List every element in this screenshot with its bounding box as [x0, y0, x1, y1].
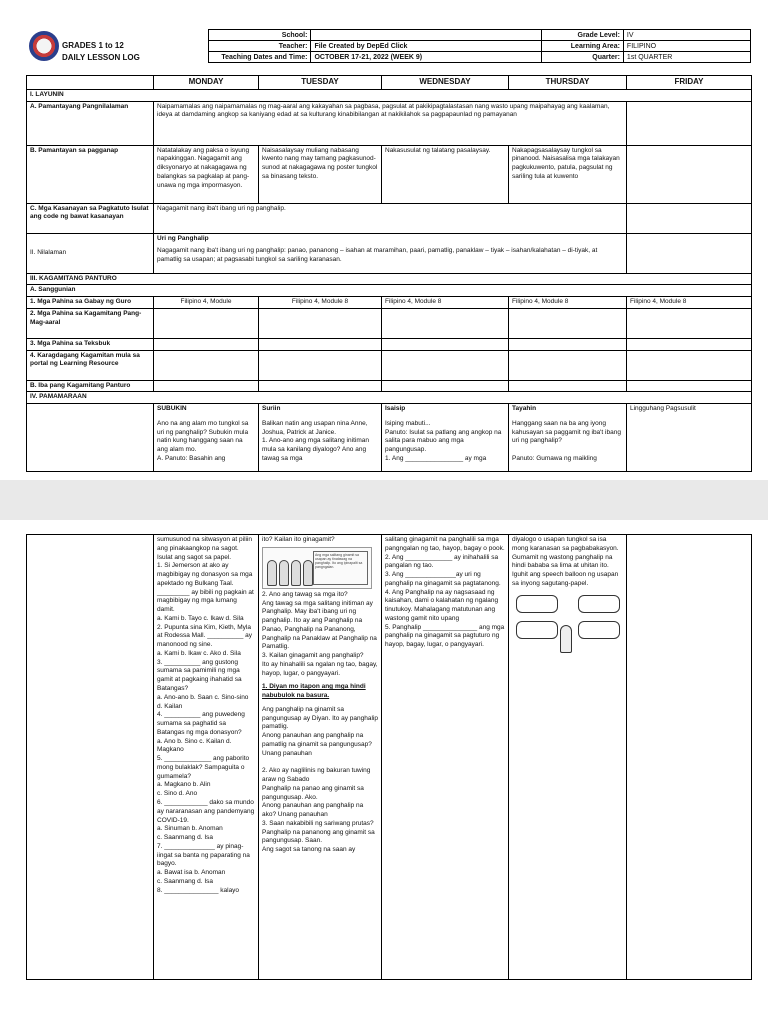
brand-subtitle: DAILY LESSON LOG [62, 53, 140, 62]
gabay-wednesday: Filipino 4, Module 8 [382, 297, 509, 309]
teacher-label: Teacher: [209, 41, 311, 52]
pagganap-tuesday: Naisasalaysay muliang nabasang kwento nang may tamang pagkasunod-sunod at nakagagawa ng poster tungkol sa binasang teksto. [259, 145, 382, 203]
p2-tuesday-example: 1. Diyan mo itapon ang mga hindi nabubulok na basura. [262, 683, 366, 700]
pangnilalaman-text: Naipamamalas ang naipamamalas ng mag-aaral ang kakayahan sa pagbasa, pagsulat at pakikipagtalastasan nang wasto upang maipahayag ang kaalaman, ideya at damdaming angkop sa kaniyang edad at sa kulturang kinabibilangan at nakikilahok sa pagpapaunlad ng pamayanan [154, 101, 627, 145]
empty-cell [627, 380, 752, 392]
section-layunin: I. LAYUNIN [27, 89, 752, 101]
day-monday: MONDAY [154, 76, 259, 90]
empty-cell [509, 338, 627, 350]
p2-thursday [509, 535, 627, 980]
dates-value: OCTOBER 17-21, 2022 (WEEK 9) [311, 52, 542, 63]
lesson-log-page-1 [0, 0, 768, 480]
pagganap-wednesday: Nakasusulat ng talatang pasalaysay. [382, 145, 509, 203]
area-label: Learning Area: [541, 41, 623, 52]
empty-cell [259, 338, 382, 350]
empty-cell [509, 350, 627, 380]
empty-cell [382, 350, 509, 380]
speech-balloon [578, 621, 620, 639]
children-illustration [262, 547, 372, 589]
day-tuesday: TUESDAY [259, 76, 382, 90]
empty-cell [154, 350, 259, 380]
empty-cell [259, 380, 382, 392]
p2-tuesday [259, 535, 382, 980]
empty-cell [382, 308, 509, 338]
gabay-friday: Filipino 4, Module 8 [627, 297, 752, 309]
speech-balloon [516, 621, 558, 639]
nilalaman-text: Nagagamit nang iba't ibang uri ng panghalip: panao, pananong – isahan at maramihan, paari, pamatlig, panaklaw – tiyak – isahan/kalahatan – di-tiyak, at pamatlig sa usapan; at pagsasabi tungkol sa sariling karanasan. [157, 247, 598, 264]
wednesday-title: Isaisip [385, 405, 406, 413]
row-label-kagamitang: 2. Mga Pahina sa Kagamitang Pang- Mag-aaral [27, 308, 154, 338]
thursday-title: Tayahin [512, 405, 537, 413]
day-wednesday: WEDNESDAY [382, 76, 509, 90]
pamamaraan-wednesday [382, 404, 509, 472]
pamamaraan-thursday [509, 404, 627, 472]
p2-tuesday-text: 2. Ano ang tawag sa mga ito? Ang tawag sa mga salitang initiman ay Panghalip. May iba't ibang uri ng panghalip. Ito ay ang Panghalip na Panao, Panghalip na Pananong, Panghalip na Panaklaw at Panghalip na Pamatlig. 3. Kailan ginagamit ang panghalip? Ito ay hinahalili sa ngalan ng tao, bagay, hayop, lugar, o pangyayari. [262, 590, 378, 677]
empty-cell [627, 101, 752, 145]
corner-cell [27, 76, 154, 90]
row-label-teksbuk: 3. Mga Pahina sa Teksbuk [27, 338, 154, 350]
thursday-text: Hanggang saan na ba ang iyong kahusayan sa paggamit ng iba't ibang uri ng panghalip? Panuto: Gumawa ng maikling [512, 419, 621, 462]
empty-cell [509, 308, 627, 338]
pamamaraan-monday [154, 404, 259, 472]
gabay-monday: Filipino 4, Module [154, 297, 259, 309]
dates-label: Teaching Dates and Time: [209, 52, 311, 63]
monday-title: SUBUKIN [157, 405, 187, 413]
grade-label: Grade Level: [541, 30, 623, 41]
row-label-gabay: 1. Mga Pahina sa Gabay ng Guro [27, 297, 154, 309]
child-figure [291, 560, 301, 586]
p2-thursday-text: diyalogo o usapan tungkol sa isa mong karanasan sa pagbabakasyon. Gumamit ng wastong panghalip na hindi bababa sa lima at uhitan ito. Iguhit ang speech balloon ng usapan sa inyong sagutang-papel. [512, 536, 619, 587]
empty-cell [154, 308, 259, 338]
empty-cell [382, 338, 509, 350]
empty-cell [627, 350, 752, 380]
row-label-kasanayan: C. Mga Kasanayan sa Pagkatuto Isulat ang code ng bawat kasanayan [27, 203, 154, 233]
empty-cell [627, 233, 752, 273]
pamamaraan-tuesday [259, 404, 382, 472]
kasanayan-text: Nagagamit nang iba't ibang uri ng panghalip. [154, 203, 627, 233]
section-kagamitan: III. KAGAMITANG PANTURO [27, 273, 752, 285]
empty-cell [27, 535, 154, 980]
p2-monday: sumusunod na sitwasyon at piliin ang pinakaangkop na sagot. Isulat ang sagot sa papel. 1. Si Jemerson at ako ay magbibigay ng donasyon sa mga apektado ng Bulkang Taal. _________ ay bibili ng pagkain at magbibigay ng mga lumang damit. a. Kami b. Tayo c. Ikaw d. Sila 2. Pupunta sina Kim, Kieth, Myla at Rodessa Mall. __________ ay manonood ng sine. a. Kami b. Ikaw c. Ako d. Sila 3. __________ ang gustong sumama sa pamimili ng mga gamit at pagkaing ihahatid sa Batangas? a. Ano-ano b. Saan c. Sino-sino d. Kailan 4. __________ ang puwedeng sumama sa paghatid sa Batangas ng mga donasyon? a. Ano b. Sino c. Kailan d. Magkano 5. _____________ ang paborito mong bulaklak? Sampaguita o gumamela? a. Magkano b. Alin c. Sino d. Ano 6. ____________ dako sa mundo ay nararanasan ang pandemyang COVID-19. a. Sinuman b. Anoman c. Saanmang d. Isa 7. ______________ ay pinag-iingat sa banta ng paparating na bagyo. a. Bawat isa b. Anoman c. Saanmang d. Isa 8. _______________ kalayo [154, 535, 259, 980]
lesson-grid-continued [26, 534, 752, 980]
tuesday-text: Balikan natin ang usapan nina Anne, Joshua, Patrick at Janice. 1. Ano-ano ang mga salitang initiman mula sa kanilang diyalogo? Ano ang tawag sa mga [262, 419, 369, 462]
empty-cell [627, 535, 752, 980]
p2-wednesday: salitang ginagamit na panghalili sa mga pangngalan ng tao, hayop, bagay o pook. 2. Ang _____________ ay inihahalili sa pangalan ng tao. 3. Ang ______________ay uri ng panghalip na ginagamit sa pagtatanong. 4. Ang Panghalip na ay nagsasaad ng kaisahan, dami o kalahatan ng ngalang tinutukoy. Mahalagang matutunan ang wastong gamit nito upang 5. Panghalip _______________ ang mga panghalip na ginagamit sa pagtuturo ng hayop, bagay, lugar, o pangyayari. [382, 535, 509, 980]
row-label-iba: B. Iba pang Kagamitang Panturo [27, 380, 154, 392]
friday-title: Lingguhang Pagsusulit [630, 405, 696, 413]
speech-balloon [578, 595, 620, 613]
row-label-nilalaman: II. Nilalaman [27, 233, 154, 273]
area-value: FILIPINO [623, 41, 750, 52]
lesson-grid [26, 75, 752, 472]
page-gap [0, 480, 768, 520]
p2-tuesday-top: ito? Kailan ito ginagamit? [262, 536, 335, 543]
row-label-karagdagang: 4. Karagdagang Kagamitan mula sa portal ng Learning Resource [27, 350, 154, 380]
empty-cell [627, 338, 752, 350]
school-value [311, 30, 542, 41]
row-label-pangnilalaman: A. Pamantayang Pangnilalaman [27, 101, 154, 145]
section-pamamaraan: IV. PAMAMARAAN [27, 392, 752, 404]
speech-balloon-illustration [516, 595, 626, 665]
grade-value: IV [623, 30, 750, 41]
child-figure [279, 560, 289, 586]
child-figure [267, 560, 277, 586]
wednesday-text: Isiping mabuti... Panuto: Isulat sa patlang ang angkop na salita para mabuo ang mga pangungusap. 1. Ang ________________ ay mga [385, 419, 502, 462]
empty-cell [154, 380, 259, 392]
pagganap-thursday: Nakapagsasalaysay tungkol sa pinanood. Naisasalisa mga talakayan pagkukuwento, patula, pagsulat ng sariling tula at kuwento [509, 145, 627, 203]
pagganap-monday: Natatalakay ang paksa o isyung napakinggan. Nagagamit ang diksyonaryo at nakagagawa ng balangkas sa pagkalap at pang-unawa ng mga impormasyon. [154, 145, 259, 203]
empty-cell [259, 350, 382, 380]
speech-balloon [516, 595, 558, 613]
p2-tuesday-text2: Ang panghalip na ginamit sa pangungusap ay Diyan. Ito ay panghalip pamatlig. Anong panauhan ang panghalip na pamatlig na ginamit sa pangungusap? Unang panauhan 2. Ako ay naglilinis ng bakuran tuwing araw ng Sabado Panghalip na panao ang ginamit sa pangungusap. Ako. Anong panauhan ang panghalip na ako? Unang panauhan 3. Saan nakabibili ng sariwang prutas? Panghalip na pananong ang ginamit sa pangungusap. Saan. Ang sagot sa tanong na saan ay [262, 705, 379, 854]
quarter-label: Quarter: [541, 52, 623, 63]
child-figure [303, 560, 313, 586]
pamamaraan-friday [627, 404, 752, 472]
teacher-value: File Created by DepEd Click [311, 41, 542, 52]
empty-cell [259, 308, 382, 338]
gabay-tuesday: Filipino 4, Module 8 [259, 297, 382, 309]
monday-text: Ano na ang alam mo tungkol sa uri ng panghalip? Subukin mula natin kung hanggang saan na ang alam mo. A. Panuto: Basahin ang [157, 419, 249, 462]
row-label-pagganap: B. Pamantayan sa pagganap [27, 145, 154, 203]
day-friday: FRIDAY [627, 76, 752, 90]
quarter-value: 1st QUARTER [623, 52, 750, 63]
header [26, 29, 751, 67]
nilalaman-cell [154, 233, 627, 273]
header-info-table [208, 29, 751, 63]
section-sanggunian: A. Sanggunian [27, 285, 752, 297]
brand-title: GRADES 1 to 12 [62, 41, 124, 50]
tuesday-title: Suriin [262, 405, 281, 413]
school-label: School: [209, 30, 311, 41]
nilalaman-title: Uri ng Panghalip [157, 234, 209, 242]
gabay-thursday: Filipino 4, Module 8 [509, 297, 627, 309]
empty-cell [154, 338, 259, 350]
empty-cell [627, 145, 752, 203]
day-thursday: THURSDAY [509, 76, 627, 90]
empty-cell [382, 380, 509, 392]
lesson-log-page-2 [0, 520, 768, 980]
child-figure [560, 625, 572, 653]
empty-cell [627, 203, 752, 233]
illustration-caption: Ang mga salitang ginamit sa usapan ay tinatawag na panghalip. Ito ang ipinapalit sa pangngalan. [313, 551, 368, 585]
empty-cell [627, 308, 752, 338]
empty-cell [509, 380, 627, 392]
empty-cell [27, 404, 154, 472]
deped-seal-icon [29, 31, 59, 61]
